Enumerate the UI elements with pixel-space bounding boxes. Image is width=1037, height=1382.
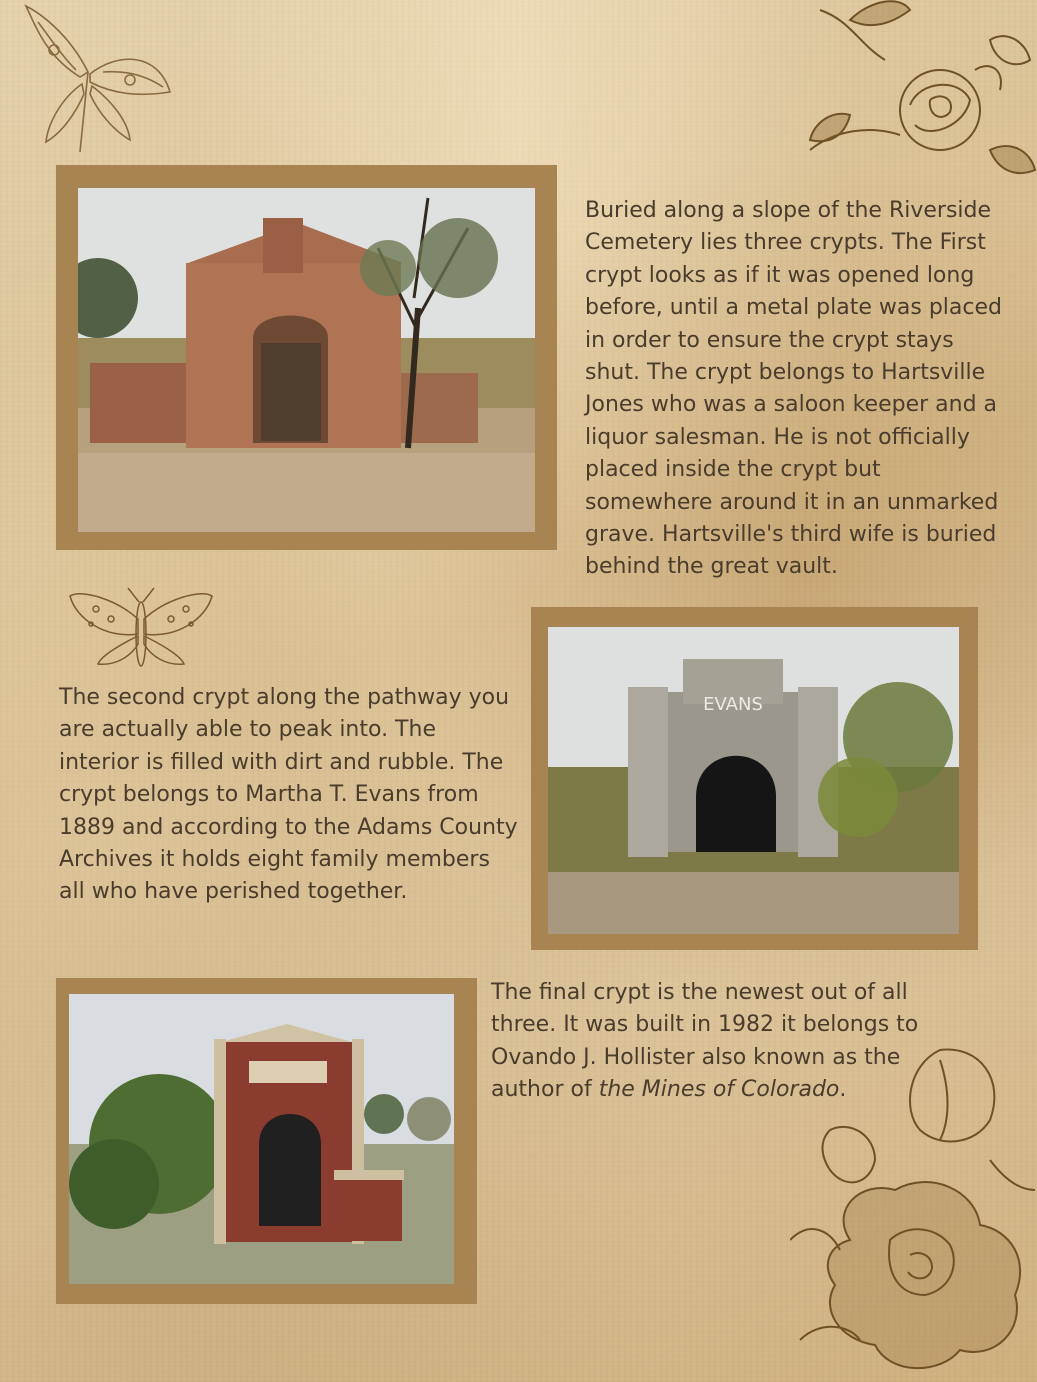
book-title: the Mines of Colorado (598, 1077, 840, 1103)
moth-icon (66, 584, 216, 674)
hollister-text-end: . (839, 1077, 847, 1103)
photo-hollister-crypt (69, 994, 454, 1284)
moth-icon (18, 2, 178, 162)
rose-icon (790, 0, 1037, 190)
crypt-description-hollister (491, 977, 923, 1107)
crypt-description-evans: The second crypt along the pathway you are actually able to peak into. The interior is filled with dirt and rubble. The crypt belongs to Martha T. Evans from 1889 and according to the Adams County Archives it holds eight family members all who have perished together. (59, 685, 518, 905)
crypt-description-jones: Buried along a slope of the Riverside Cemetery lies three crypts. The First crypt looks as if it was opened long before, until a metal plate was placed in order to ensure the crypt stays shut. The crypt belongs to Hartsville Jones who was a saloon keeper and a liquor salesman. He is not officially placed inside the crypt but somewhere around it in an unmarked grave. Hartsville's third wife is buried behind the great vault. (585, 198, 1002, 580)
rose-illustration-top-right (790, 0, 1037, 190)
evans-plaque-text: EVANS (703, 694, 763, 715)
photo-jones-crypt (78, 188, 535, 532)
moth-illustration-top-left (18, 2, 178, 162)
photo-evans-crypt (548, 627, 959, 934)
moth-illustration-middle-left (66, 584, 216, 674)
hollister-text-main: The final crypt is the newest out of all three. It was built in 1982 it belongs to Ovando J. Hollister also known as the author of (491, 980, 919, 1103)
